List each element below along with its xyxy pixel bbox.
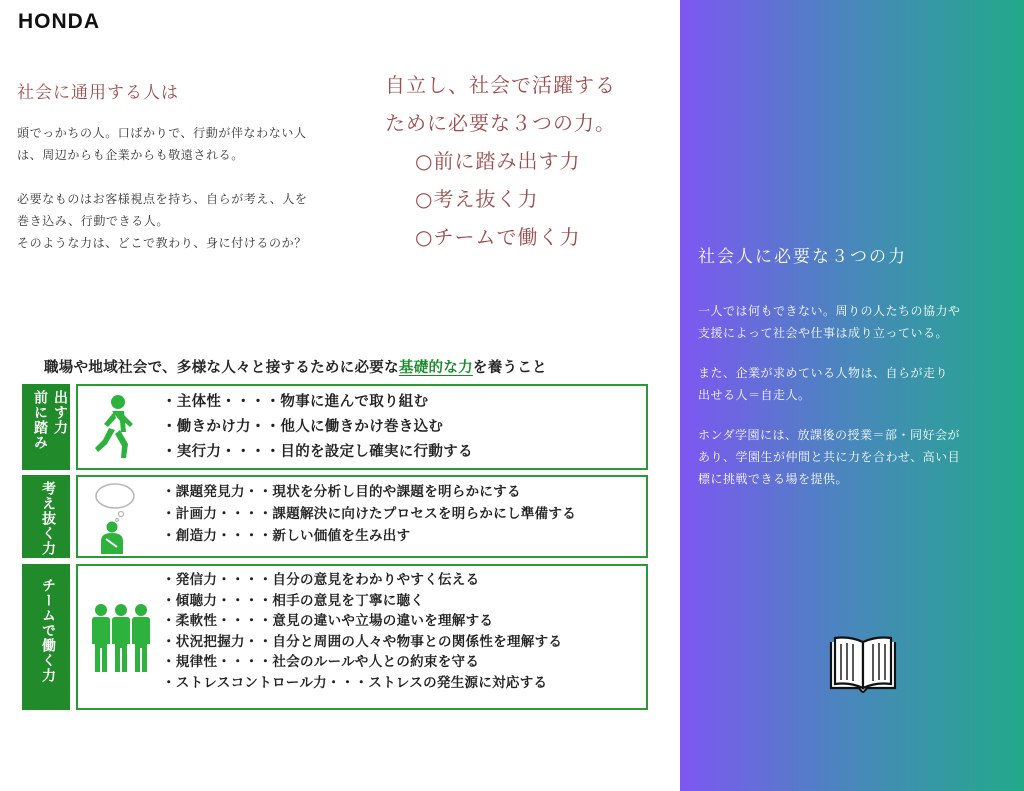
intro-line: は、周辺からも企業からも敬遠される。 <box>17 148 244 162</box>
section-tag-col: 出す力 <box>52 390 68 435</box>
right-line: 標に挑戦できる場を提供。 <box>698 472 849 486</box>
skill-line: ・働きかけ力・・他人に働きかけ巻き込む <box>162 419 444 435</box>
right-title: 社会人に必要な３つの力 <box>698 247 907 267</box>
headline-item: ○チームで働く力 <box>415 225 581 249</box>
skill-line: ・計画力・・・・課題解決に向けたプロセスを明らかにし準備する <box>162 506 576 522</box>
section-box-teamwork <box>76 564 648 710</box>
headline-line: 自立し、社会で活躍する <box>385 73 616 97</box>
skill-line: ・柔軟性・・・・意見の違いや立場の違いを理解する <box>162 613 494 629</box>
walking-person-icon <box>90 394 138 460</box>
skill-line: ・ストレスコントロール力・・・ストレスの発生源に対応する <box>162 674 548 691</box>
section-tag-think-through <box>22 475 70 558</box>
headline-item: ○前に踏み出す力 <box>415 149 581 173</box>
skill-line: ・状況把握力・・自分と周囲の人々や物事との関係性を理解する <box>162 633 563 650</box>
right-line: 一人では何もできない。周りの人たちの協力や <box>698 304 961 318</box>
skill-line: ・主体性・・・・物事に進んで取り組む <box>162 394 429 410</box>
banner-highlight: 基礎的な力 <box>398 360 473 376</box>
intro-line: そのような力は、どこで教わり、身に付けるのか？ <box>17 236 307 250</box>
section-lines <box>162 481 576 547</box>
section-lines <box>162 570 562 693</box>
honda-logo: HONDA <box>18 10 100 33</box>
skill-line: ・課題発見力・・現状を分析し目的や課題を明らかにする <box>162 484 521 500</box>
section-tag-col: チームで働く力 <box>40 578 56 683</box>
right-line: 支援によって社会や仕事は成り立っている。 <box>698 326 949 340</box>
banner-text <box>44 356 664 377</box>
thinking-person-icon <box>90 481 140 555</box>
right-paragraph-3 <box>698 424 1003 490</box>
intro-paragraph-2 <box>17 188 377 254</box>
intro-line: 巻き込み、行動できる人。 <box>17 214 169 228</box>
right-paragraph-1 <box>698 300 1003 344</box>
headline-block <box>385 66 675 256</box>
right-line: また、企業が求めている人物は、自らが走り <box>698 366 949 380</box>
right-line: 出せる人＝自走人。 <box>698 388 811 402</box>
intro-line: 必要なものはお客様視点を持ち、自らが考え、人を <box>17 192 308 206</box>
right-paragraph-2 <box>698 362 1003 406</box>
skill-line: ・創造力・・・・新しい価値を生み出す <box>162 528 411 544</box>
section-tag-step-forward <box>22 384 70 470</box>
headline-item: ○考え抜く力 <box>415 187 539 211</box>
skill-line: ・傾聴力・・・・相手の意見を丁寧に聴く <box>162 592 425 609</box>
right-line: ホンダ学園には、放課後の授業＝部・同好会が <box>698 428 961 442</box>
intro-paragraph-1 <box>17 122 377 166</box>
skill-line: ・規律性・・・・社会のルールや人との約束を守る <box>162 654 480 670</box>
intro-line: 頭でっかちの人。口ばかりで、行動が伴なわない人 <box>17 126 307 140</box>
section-box-think-through <box>76 475 648 558</box>
section-tag-col: 前に踏み <box>32 390 48 450</box>
skill-line: ・実行力・・・・目的を設定し確実に行動する <box>162 444 473 460</box>
section-lines <box>162 390 473 465</box>
open-book-icon <box>828 636 898 694</box>
right-line: あり、学園生が仲間と共に力を合わせ、高い目 <box>698 450 961 464</box>
banner-before: 職場や地域社会で、多様な人々と接するために必要な <box>44 360 399 376</box>
section-tag-teamwork <box>22 564 70 710</box>
skill-line: ・発信力・・・・自分の意見をわかりやすく伝える <box>162 572 480 588</box>
headline-line: ために必要な３つの力。 <box>385 111 616 135</box>
team-people-icon <box>90 602 152 674</box>
left-title: 社会に通用する人は <box>17 83 179 103</box>
section-tag-col: 考え抜く力 <box>40 481 56 556</box>
right-panel <box>680 0 1024 791</box>
section-box-step-forward <box>76 384 648 470</box>
banner-after: を養うこと <box>472 360 547 376</box>
